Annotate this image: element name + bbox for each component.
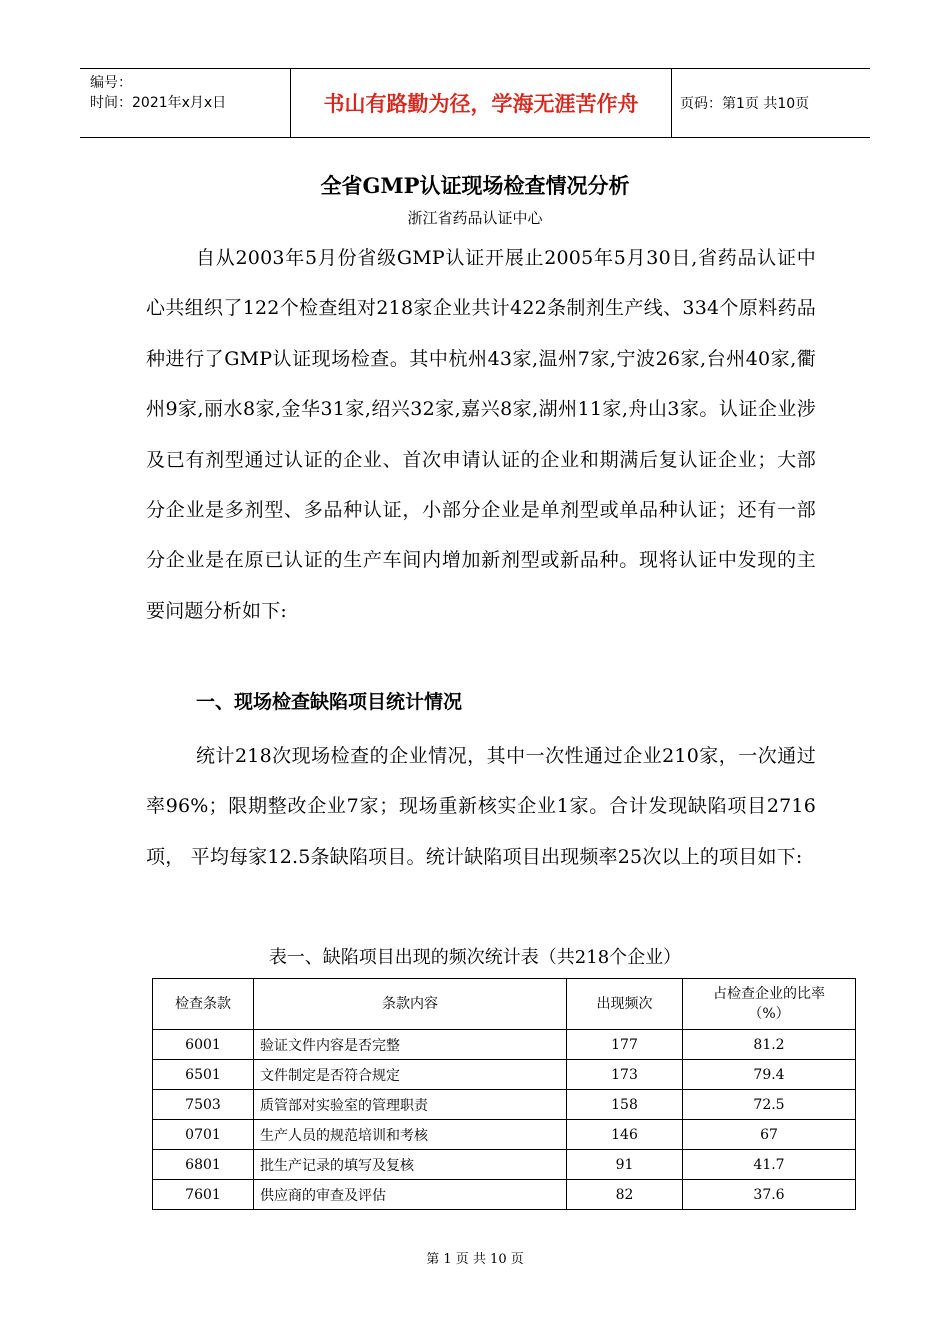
cell-content: 供应商的审查及评估 (254, 1180, 567, 1210)
cell-ratio: 72.5 (683, 1090, 856, 1120)
table-row (153, 1180, 856, 1210)
table-row (153, 1120, 856, 1150)
number-label: 编号： (90, 75, 132, 91)
table-row (153, 1090, 856, 1120)
table-row (153, 1150, 856, 1180)
header-frequency: 出现频次 (567, 979, 683, 1030)
cell-code: 6501 (153, 1060, 254, 1090)
cell-content: 验证文件内容是否完整 (254, 1030, 567, 1060)
table-header-row (153, 979, 856, 1030)
defect-frequency-table (152, 978, 856, 1210)
cell-ratio: 81.2 (683, 1030, 856, 1060)
table-caption: 表一、缺陷项目出现的频次统计表（共218个企业） (268, 947, 682, 968)
cell-frequency: 82 (567, 1180, 683, 1210)
document-subtitle: 浙江省药品认证中心 (407, 209, 543, 227)
section-paragraph: 统计218次现场检查的企业情况，其中一次性通过企业210家，一次通过率96%；限期整改企业7家；现场重新核实企业1家。合计发现缺陷项目2716项， 平均每家12.5条缺陷项目。统计缺陷项目出现频率25次以上的项目如下: (146, 745, 816, 868)
table-row (153, 1060, 856, 1090)
table-row (153, 1030, 856, 1060)
cell-content: 文件制定是否符合规定 (254, 1060, 567, 1090)
cell-code: 6801 (153, 1150, 254, 1180)
cell-ratio: 37.6 (683, 1180, 856, 1210)
cell-code: 7503 (153, 1090, 254, 1120)
cell-content: 批生产记录的填写及复核 (254, 1150, 567, 1180)
document-title: 全省GMP认证现场检查情况分析 (320, 173, 630, 198)
header-ratio-line1: 占检查企业的比率 (713, 986, 825, 1002)
cell-code: 7601 (153, 1180, 254, 1210)
cell-ratio: 79.4 (683, 1060, 856, 1090)
header-content: 条款内容 (254, 979, 567, 1030)
cell-content: 质管部对实验室的管理职责 (254, 1090, 567, 1120)
cell-frequency: 146 (567, 1120, 683, 1150)
section-heading: 一、现场检查缺陷项目统计情况 (196, 691, 463, 713)
header-code: 检查条款 (153, 979, 254, 1030)
page-footer: 第 1 页 共 10 页 (426, 1252, 524, 1267)
cell-frequency: 158 (567, 1090, 683, 1120)
cell-ratio: 41.7 (683, 1150, 856, 1180)
intro-paragraph: 自从2003年5月份省级GMP认证开展止2005年5月30日,省药品认证中心共组织了122个检查组对218家企业共计422条制剂生产线、334个原料药品种进行了GMP认证现场检查。其中杭州43家,温州7家,宁波26家,台州40家,衢州9家,丽水8家,金华31家,绍兴32家,嘉兴8家,湖州11家,舟山3家。认证企业涉及已有剂型通过认证的企业、首次申请认证的企业和期满后复认证企业；大部分企业是多剂型、多品种认证，小部分企业是单剂型或单品种认证；还有一部分企业是在原已认证的生产车间内增加新剂型或新品种。现将认证中发现的主要问题分析如下: (146, 247, 816, 622)
cell-content: 生产人员的规范培训和考核 (254, 1120, 567, 1150)
cell-frequency: 177 (567, 1030, 683, 1060)
header-meta (80, 69, 291, 137)
header-page-info: 页码：第1页 共10页 (680, 96, 810, 112)
header-ratio (683, 979, 856, 1030)
cell-ratio: 67 (683, 1120, 856, 1150)
header-ratio-line2: （%） (748, 1006, 790, 1022)
cell-frequency: 173 (567, 1060, 683, 1090)
cell-code: 0701 (153, 1120, 254, 1150)
time-label: 时间：2021年x月x日 (90, 95, 227, 111)
cell-code: 6001 (153, 1030, 254, 1060)
header-motto: 书山有路勤为径，学海无涯苦作舟 (291, 69, 672, 137)
page-header (80, 68, 870, 138)
cell-frequency: 91 (567, 1150, 683, 1180)
